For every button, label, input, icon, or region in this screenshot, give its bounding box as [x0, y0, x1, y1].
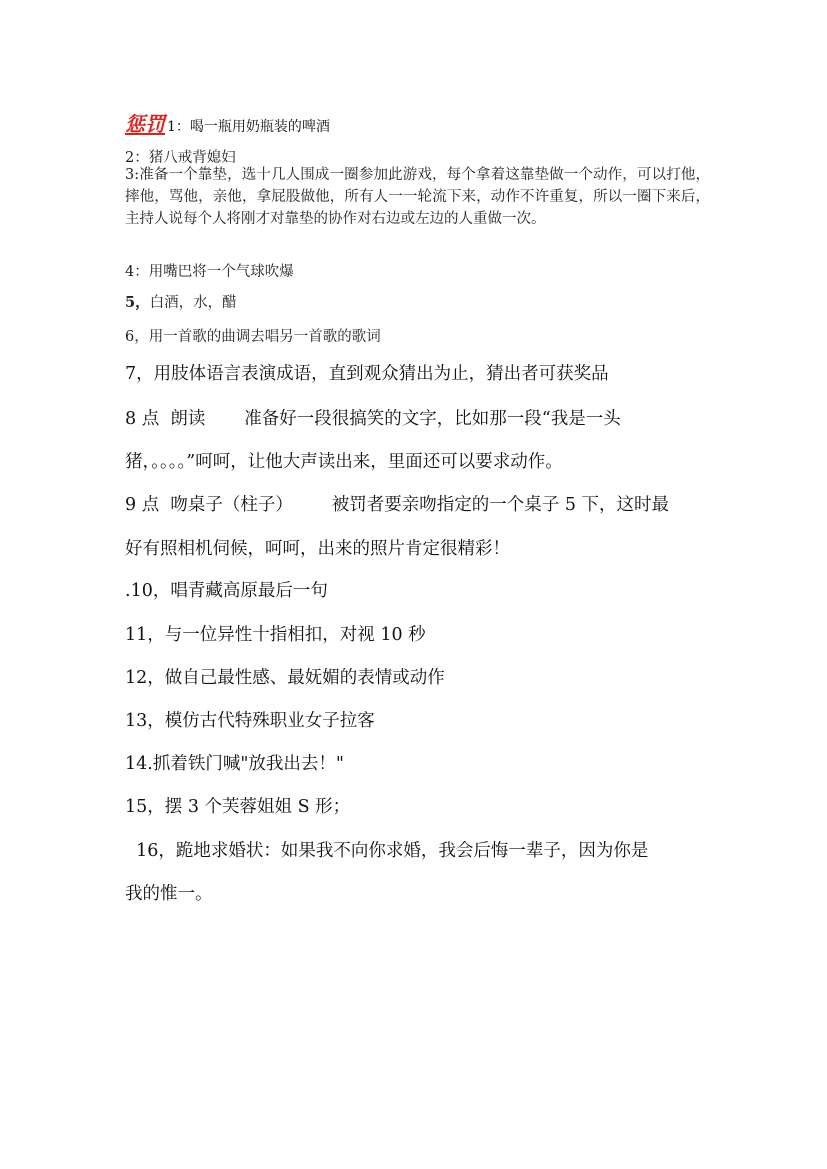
item-1-text: 1：喝一瓶用奶瓶装的啤酒	[167, 119, 330, 135]
item-5-text: 白酒，水，醋	[149, 295, 237, 311]
item-11: 11，与一位异性十指相扣，对视 10 秒	[125, 625, 426, 645]
item-16-line-2: 我的惟一。	[125, 884, 213, 904]
item-9-line-2: 好有照相机伺候，呵呵，出来的照片肯定很精彩！	[125, 539, 510, 559]
item-5	[125, 291, 237, 312]
item-16-line-1: 16，跪地求婚状：如果我不向你求婚，我会后悔一辈子，因为你是	[125, 841, 649, 861]
punishment-title: 惩罚	[125, 112, 165, 136]
item-9-line-1: 9 点 吻桌子（柱子） 被罚者要亲吻指定的一个桌子 5 下，这时最	[125, 495, 670, 515]
item-12: 12，做自己最性感、最妩媚的表情或动作	[125, 668, 445, 688]
item-8-line-2: 猪，。。。。”呵呵，让他大声读出来，里面还可以要求动作。	[125, 452, 563, 472]
item-2: 2：猪八戒背媳妇	[125, 150, 236, 166]
item-1-line	[125, 108, 330, 137]
item-3: 3:准备一个靠垫，选十几人围成一圈参加此游戏，每个拿着这靠垫做一个动作，可以打他，摔他，骂他，亲他，拿屁股做他，所有人一一轮流下来，动作不许重复，所以一圈下来后，主持人说每个人将刚才对靠垫的协作对右边或左边的人重做一次。	[125, 167, 710, 227]
item-10: .10，唱青藏高原最后一句	[125, 581, 328, 601]
item-7: 7，用肢体语言表演成语，直到观众猜出为止，猜出者可获奖品	[125, 364, 609, 384]
item-15: 15，摆 3 个芙蓉姐姐 S 形；	[125, 797, 351, 817]
item-14: 14.抓着铁门喊"放我出去！"	[125, 754, 344, 774]
item-13: 13，模仿古代特殊职业女子拉客	[125, 711, 375, 731]
item-4: 4：用嘴巴将一个气球吹爆	[125, 264, 294, 280]
item-5-number: 5，	[125, 294, 150, 311]
item-8-line-1: 8 点 朗读 准备好一段很搞笑的文字，比如那一段“我是一头	[125, 409, 621, 429]
item-6: 6，用一首歌的曲调去唱另一首歌的歌词	[125, 329, 381, 345]
